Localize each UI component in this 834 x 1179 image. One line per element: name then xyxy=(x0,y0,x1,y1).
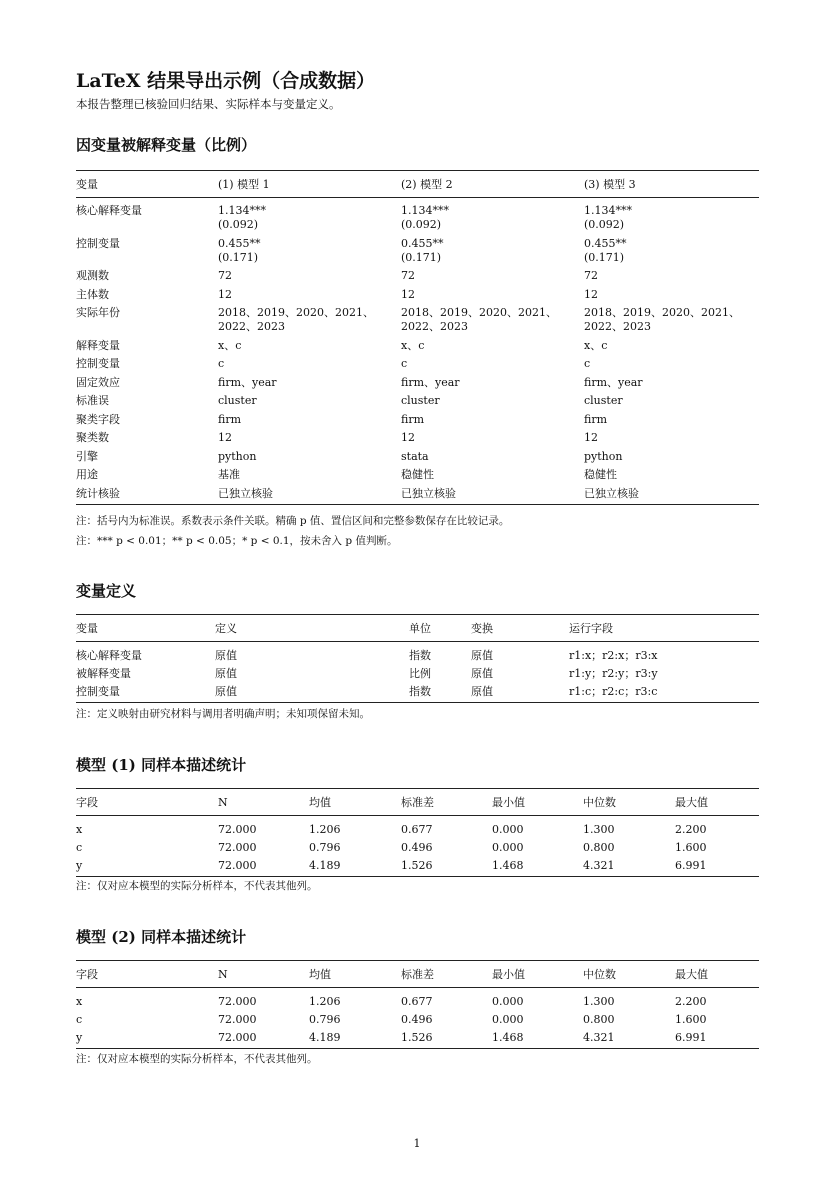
table-row xyxy=(76,265,759,284)
table-header-row xyxy=(76,961,759,988)
table-cell: 0.677 xyxy=(401,823,433,836)
row-label: 被解释变量 xyxy=(76,667,131,680)
table-cell: stata xyxy=(401,449,429,463)
table-cell: 72.000 xyxy=(218,1013,257,1026)
table-cell: 已独立核验 xyxy=(584,486,639,500)
table-cell: 原值 xyxy=(215,667,237,680)
table-cell: 1.468 xyxy=(492,1031,524,1044)
table-cell: 已独立核验 xyxy=(401,486,456,500)
table-cell: 0.455** (0.171) xyxy=(584,236,627,264)
table-cell: 1.134*** (0.092) xyxy=(218,204,266,231)
column-header: 中位数 xyxy=(583,968,616,981)
column-header: 变量 xyxy=(76,622,98,635)
desc-stats-table-2 xyxy=(76,960,759,1049)
row-label: 控制变量 xyxy=(76,236,120,250)
table-cell: 1.600 xyxy=(675,841,707,854)
table-row xyxy=(76,816,759,838)
document-subtitle: 本报告整理已核验回归结果、实际样本与变量定义。 xyxy=(76,97,341,111)
table-cell: 1.134*** (0.092) xyxy=(584,204,632,231)
table-row xyxy=(76,681,759,703)
table-cell: 2018、2019、2020、2021、 2022、2023 xyxy=(218,306,374,333)
table-cell: x、c xyxy=(218,338,242,352)
table-cell: 6.991 xyxy=(675,1031,707,1044)
column-header: 变换 xyxy=(471,622,493,635)
table-cell: 72.000 xyxy=(218,859,257,872)
table-cell: 0.800 xyxy=(583,841,615,854)
column-header: 字段 xyxy=(76,968,98,981)
table-cell: 基准 xyxy=(218,468,240,481)
table-cell: 6.991 xyxy=(675,859,707,872)
row-label: 控制变量 xyxy=(76,357,120,370)
table-cell: 1.600 xyxy=(675,1013,707,1026)
table-row xyxy=(76,837,759,855)
table-cell: 72.000 xyxy=(218,995,257,1008)
table-header-row xyxy=(76,615,759,642)
row-label: 核心解释变量 xyxy=(76,649,142,662)
column-header: 标准差 xyxy=(401,968,434,981)
table-cell: x、c xyxy=(401,338,425,352)
column-header: 最小值 xyxy=(492,968,525,981)
table-cell: 1.300 xyxy=(583,995,615,1008)
table-cell: firm xyxy=(584,412,608,426)
table-cell: 0.000 xyxy=(492,1013,524,1026)
table-note: 注：仅对应本模型的实际分析样本，不代表其他列。 xyxy=(76,880,318,892)
table-row xyxy=(76,482,759,504)
table-cell: 72 xyxy=(218,269,232,282)
regression-table xyxy=(76,170,759,505)
table-row xyxy=(76,855,759,877)
row-label: 用途 xyxy=(76,468,98,481)
row-label: 解释变量 xyxy=(76,338,120,352)
column-header: 最小值 xyxy=(492,796,525,809)
table-row xyxy=(76,1027,759,1049)
table-note: 注：仅对应本模型的实际分析样本，不代表其他列。 xyxy=(76,1053,318,1065)
table-cell: 0.496 xyxy=(401,1013,433,1026)
table-cell: 0.796 xyxy=(309,841,341,854)
document-title: LaTeX 结果导出示例（合成数据） xyxy=(76,70,376,92)
table-cell: 0.800 xyxy=(583,1013,615,1026)
table-cell: 12 xyxy=(401,287,415,301)
table-cell: 1.206 xyxy=(309,823,341,836)
table-cell: 0.000 xyxy=(492,995,524,1008)
table-row xyxy=(76,1009,759,1027)
column-header: 最大值 xyxy=(675,796,708,809)
table-cell: 2018、2019、2020、2021、 2022、2023 xyxy=(401,306,557,333)
column-header: 字段 xyxy=(76,796,98,809)
table-cell: x、c xyxy=(584,338,608,352)
table-row xyxy=(76,464,759,483)
row-label: 主体数 xyxy=(76,287,109,301)
table-row xyxy=(76,334,759,353)
table-cell: 2018、2019、2020、2021、 2022、2023 xyxy=(584,306,740,333)
table-note: 注：定义映射由研究材料与调用者明确声明；未知项保留未知。 xyxy=(76,708,370,720)
table-cell: 稳健性 xyxy=(584,468,617,481)
table-row xyxy=(76,371,759,390)
row-label: 聚类数 xyxy=(76,431,109,444)
table-cell: 72.000 xyxy=(218,841,257,854)
section-title-desc-stats-2: 模型 (2) 同样本描述统计 xyxy=(76,928,247,946)
table-cell: firm、year xyxy=(401,375,460,389)
table-cell: 12 xyxy=(218,287,232,301)
table-row xyxy=(76,642,759,664)
table-row xyxy=(76,390,759,409)
table-header-row xyxy=(76,171,759,198)
table-cell: 2.200 xyxy=(675,823,707,836)
table-cell: 原值 xyxy=(215,685,237,698)
column-header: N xyxy=(218,967,228,981)
row-label: 固定效应 xyxy=(76,375,120,389)
table-cell: 12 xyxy=(218,431,232,444)
table-cell: 72 xyxy=(584,269,598,282)
table-cell: 4.189 xyxy=(309,1031,341,1044)
table-row xyxy=(76,445,759,464)
column-header: 单位 xyxy=(409,622,431,635)
table-row xyxy=(76,408,759,427)
table-header-row xyxy=(76,789,759,816)
table-cell: r1:y；r2:y；r3:y xyxy=(569,667,658,680)
section-title-regression: 因变量被解释变量（比例） xyxy=(76,136,257,154)
table-cell: firm、year xyxy=(584,375,643,389)
table-row xyxy=(76,663,759,681)
row-label: 统计核验 xyxy=(76,486,120,500)
table-cell: 4.321 xyxy=(583,859,615,872)
row-label: 聚类字段 xyxy=(76,412,120,426)
row-label: 标准误 xyxy=(76,394,109,407)
table-cell: c xyxy=(218,357,225,370)
row-label: 观测数 xyxy=(76,269,109,282)
page-number: 1 xyxy=(413,1137,421,1150)
table-row xyxy=(76,427,759,446)
column-header: 均值 xyxy=(309,968,331,981)
column-header: (1) 模型 1 xyxy=(218,178,270,191)
table-cell: 4.321 xyxy=(583,1031,615,1044)
table-cell: 原值 xyxy=(471,649,493,662)
table-cell: cluster xyxy=(401,394,440,407)
table-cell: 1.526 xyxy=(401,1031,433,1044)
table-cell: 0.796 xyxy=(309,1013,341,1026)
table-cell: 1.300 xyxy=(583,823,615,836)
row-label: x xyxy=(76,823,83,836)
column-header: 变量 xyxy=(76,178,98,191)
table-cell: 4.189 xyxy=(309,859,341,872)
table-row xyxy=(76,232,759,265)
column-header: 中位数 xyxy=(583,796,616,809)
table-row xyxy=(76,302,759,335)
table-cell: 0.000 xyxy=(492,823,524,836)
table-cell: 72.000 xyxy=(218,823,257,836)
table-cell: 已独立核验 xyxy=(218,486,273,500)
table-cell: 原值 xyxy=(471,685,493,698)
table-cell: 2.200 xyxy=(675,995,707,1008)
row-label: 引擎 xyxy=(76,449,98,463)
table-cell: 1.468 xyxy=(492,859,524,872)
row-label: 控制变量 xyxy=(76,685,120,698)
row-label: c xyxy=(76,1013,83,1026)
table-cell: 1.206 xyxy=(309,995,341,1008)
row-label: x xyxy=(76,995,83,1008)
table-cell: 12 xyxy=(584,431,598,444)
table-cell: 指数 xyxy=(409,685,431,698)
table-cell: 1.526 xyxy=(401,859,433,872)
table-cell: 12 xyxy=(584,287,598,301)
table-row xyxy=(76,283,759,302)
table-cell: 0.455** (0.171) xyxy=(401,236,444,264)
row-label: y xyxy=(76,859,83,872)
column-header: 定义 xyxy=(215,622,237,635)
column-header: 最大值 xyxy=(675,968,708,981)
table-cell: cluster xyxy=(218,394,257,407)
table-row xyxy=(76,198,759,233)
table-cell: python xyxy=(584,449,623,463)
table-cell: 指数 xyxy=(409,649,431,662)
row-label: c xyxy=(76,841,83,854)
row-label: 实际年份 xyxy=(76,306,120,319)
table-cell: firm xyxy=(218,412,242,426)
table-cell: 12 xyxy=(401,431,415,444)
table-cell: r1:c；r2:c；r3:c xyxy=(569,685,658,698)
table-row xyxy=(76,988,759,1010)
table-cell: 72.000 xyxy=(218,1031,257,1044)
row-label: y xyxy=(76,1031,83,1044)
table-cell: r1:x；r2:x；r3:x xyxy=(569,649,658,662)
section-title-definitions: 变量定义 xyxy=(76,582,137,600)
table-cell: cluster xyxy=(584,394,623,407)
table-cell: 原值 xyxy=(471,667,493,680)
section-title-desc-stats-1: 模型 (1) 同样本描述统计 xyxy=(76,756,247,774)
column-header: 均值 xyxy=(309,796,331,809)
table-cell: 0.496 xyxy=(401,841,433,854)
table-cell: 1.134*** (0.092) xyxy=(401,204,449,231)
table-note: 注：括号内为标准误。系数表示条件关联。精确 p 值、置信区间和完整参数保存在比较记录。 xyxy=(76,515,510,527)
table-cell: 72 xyxy=(401,269,415,282)
table-cell: firm xyxy=(401,412,425,426)
column-header: 运行字段 xyxy=(569,622,613,635)
table-note: 注：*** p < 0.01；** p < 0.05；* p < 0.1，按未舍入 p 值判断。 xyxy=(76,535,398,547)
table-cell: 0.455** (0.171) xyxy=(218,236,261,264)
table-cell: 原值 xyxy=(215,649,237,662)
table-row xyxy=(76,353,759,372)
definitions-table xyxy=(76,614,759,703)
column-header: (2) 模型 2 xyxy=(401,178,453,191)
table-cell: 0.677 xyxy=(401,995,433,1008)
column-header: 标准差 xyxy=(401,796,434,809)
column-header: N xyxy=(218,795,228,809)
table-cell: 稳健性 xyxy=(401,468,434,481)
row-label: 核心解释变量 xyxy=(76,204,142,217)
table-cell: c xyxy=(401,357,408,370)
table-cell: c xyxy=(584,357,591,370)
desc-stats-table-1 xyxy=(76,788,759,877)
column-header: (3) 模型 3 xyxy=(584,178,636,191)
table-cell: firm、year xyxy=(218,375,277,389)
table-cell: 比例 xyxy=(409,667,431,680)
table-cell: 0.000 xyxy=(492,841,524,854)
document-page xyxy=(76,68,759,1065)
table-cell: python xyxy=(218,449,257,463)
